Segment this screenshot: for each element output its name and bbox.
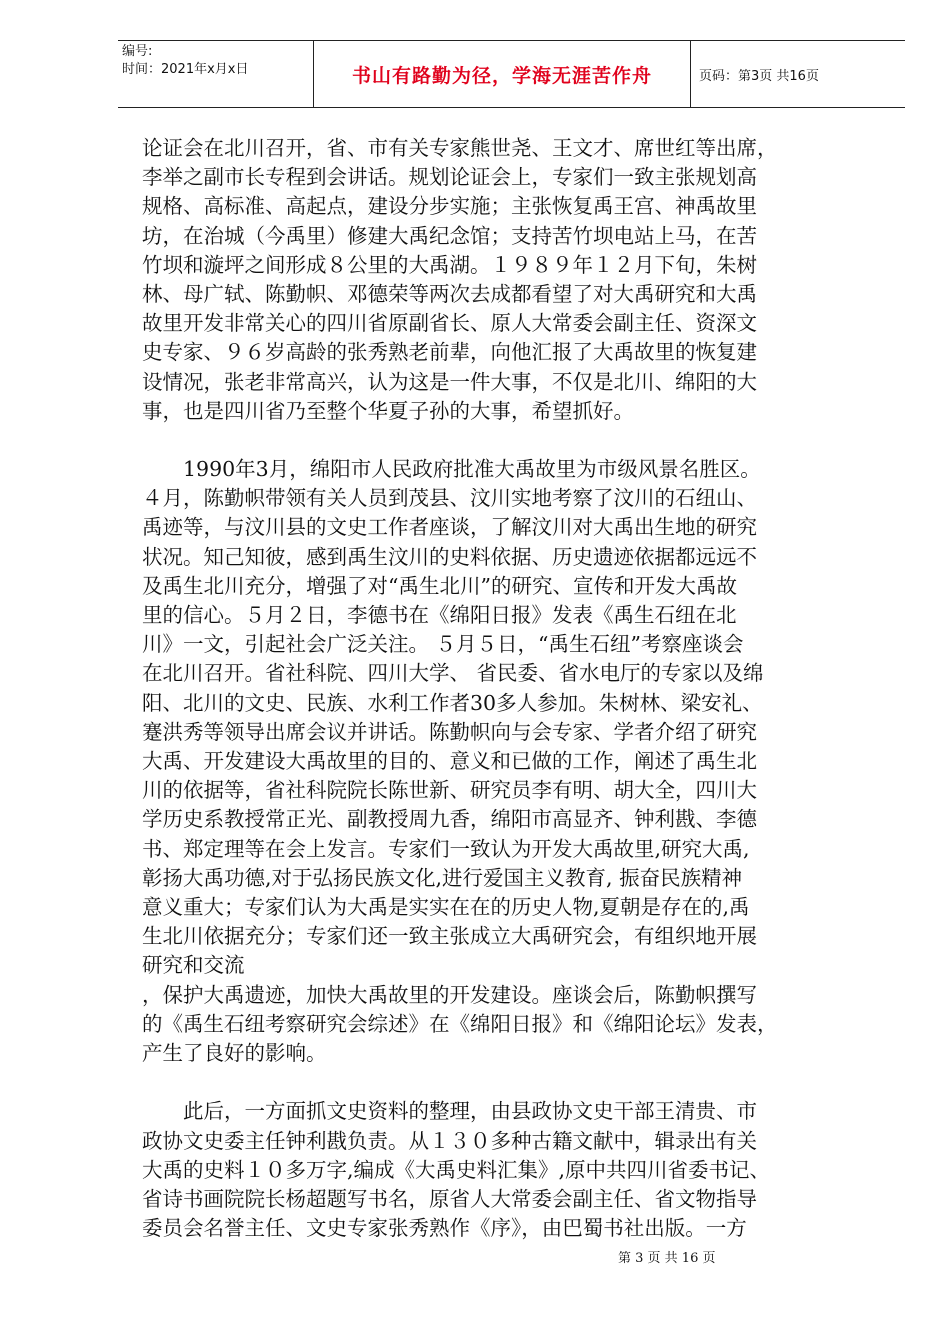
paragraph: 论证会在北川召开，省、市有关专家熊世尧、王文才、席世红等出席， 李举之副市长专程到会讲话。规划论证会上，专家们一致主张规划高 规格、高标准、高起点，建设分步实施；主张恢复禹王宫、神禹故里 坊，在治城（今禹里）修建大禹纪念馆；支持苦竹坝电站上马，在苦 竹坝和漩坪之间形成８公里的大禹湖。１９８９年１２月下旬，朱树 林、母广轼、陈勤帜、邓德荣等两次去成都看望了对大禹研究和大禹 故里开发非常关心的四川省原副省长、原人大常委会副主任、资深文 史专家、９６岁高龄的张秀熟老前辈，向他汇报了大禹故里的恢复建 设情况，张老非常高兴，认为这是一件大事，不仅是北川、绵阳的大 事，也是四川省乃至整个华夏子孙的大事，希望抓好。 [142, 136, 778, 423]
document-number-label: 编号: [122, 44, 153, 59]
page-footer: 第 3 页 共 16 页 [618, 1251, 716, 1266]
header-motto: 书山有路勤为径，学海无涯苦作舟 [314, 41, 691, 107]
paragraph: 1990年3月，绵阳市人民政府批准大禹故里为市级风景名胜区。 ４月，陈勤帜带领有关人员到茂县、汶川实地考察了汶川的石纽山、 禹迹等，与汶川县的文史工作者座谈，了解汶川对大禹出生地的研究 状况。知己知彼，感到禹生汶川的史料依据、历史遗迹依据都远远不 及禹生北川充分，增强了对“禹生北川”的研究、宣传和开发大禹故 里的信心。５月２日，李德书在《绵阳日报》发表《禹生石纽在北 川》一文，引起社会广泛关注。 ５月５日，“禹生石纽”考察座谈会 在北川召开。省社科院、四川大学、 省民委、省水电厅的专家以及绵 阳、北川的文史、民族、水利工作者30多人参加。朱树林、梁安礼、 蹇洪秀等领导出席会议并讲话。陈勤帜向与会专家、学者介绍了研究 大禹、开发建设大禹故里的目的、意义和已做的工作，阐述了禹生北 川的依据等，省社科院院长陈世新、研究员李有明、胡大全，四川大 学历史系教授常正光、副教授周九香，绵阳市高显齐、钟利戡、李德 书、郑定理等在会上发言。专家们一致认为开发大禹故里,研究大禹, 彰扬大禹功德,对于弘扬民族文化,进行爱国主义教育, 振奋民族精神 意义重大；专家们认为大禹是实实在在的历史人物,夏朝是存在的,禹 生北川依据充分；专家们还一致主张成立大禹研究会，有组织地开展 研究和交流 ，保护大禹遗迹，加快大禹故里的开发建设。座谈会后，陈勤帜撰写 的《禹生石纽考察研究会综述》在《绵阳日报》和《绵阳论坛》发表， 产生了良好的影响。 [142, 457, 778, 1066]
document-body [142, 134, 887, 1243]
header-page-info: 页码：第3页 共16页 [699, 68, 819, 84]
document-time-label: 时间：2021年x月x日 [122, 62, 249, 77]
page-header [118, 40, 905, 108]
header-meta [118, 41, 314, 107]
paragraph: 此后，一方面抓文史资料的整理，由县政协文史干部王清贵、市 政协文史委主任钟利戡负责。从１３０多种古籍文献中，辑录出有关 大禹的史料１０多万字,编成《大禹史料汇集》,原中共四川省委书记、 省诗书画院院长杨超题写书名，原省人大常委会副主任、省文物指导 委员会名誉主任、文史专家张秀熟作《序》，由巴蜀书社出版。一方 [142, 1099, 771, 1241]
